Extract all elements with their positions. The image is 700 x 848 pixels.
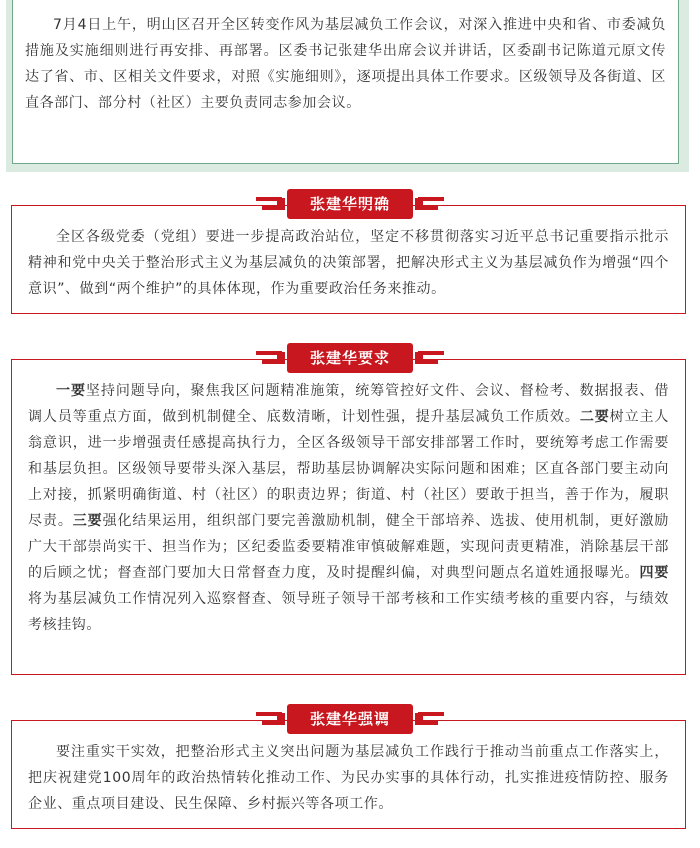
body-text: 将为基层减负工作情况列入巡察督查、领导班子领导干部考核和工作实绩考核的重要内容，与绩效考核挂钩。 [28, 591, 669, 633]
section-title-tab: 张建华明确 [287, 189, 413, 219]
section-paragraph: 全区各级党委（党组）要进一步提高政治站位，坚定不移贯彻落实习近平总书记重要指示批示精神和党中央关于整治形式主义为基层减负的决策部署，把解决形式主义为基层减负作为增强“四个意识”、做到“两个维护”的具体体现，作为重要政治任务来推动。 [28, 229, 669, 297]
section-box-2 [11, 359, 686, 675]
section-box-3 [11, 720, 686, 829]
lead-text: 一要 [56, 383, 86, 399]
section-title-tab: 张建华强调 [287, 704, 413, 734]
section-paragraph [28, 378, 669, 638]
body-text: 坚持问题导向，聚焦我区问题精准施策，统筹管控好文件、会议、督检考、数据报表、借调人员等重点方面，做到机制健全、底数清晰，计划性强，提升基层减负工作质效。 [28, 383, 669, 425]
body-text: 强化结果运用，组织部门要完善激励机制，健全干部培养、选拔、使用机制，更好激励广大干部崇尚实干、担当作为；区纪委监委要精准审慎破解难题，实现问责更精准，消除基层干部的后顾之忧；督查部门要加大日常督查力度，及时提醒纠偏，对典型问题点名道姓通报曝光。 [28, 513, 669, 581]
body-text: 树立主人翁意识，进一步增强责任感提高执行力，全区各级领导干部安排部署工作时，要统筹考虑工作需要和基层负担。区级领导要带头深入基层，帮助基层协调解决实际问题和困难；区直各部门要主动向上对接，抓紧明确街道、村（社区）的职责边界；街道、村（社区）要敢于担当，善于作为，履职尽责。 [28, 409, 669, 529]
lead-text: 四要 [639, 565, 669, 581]
intro-panel [6, 0, 689, 172]
intro-paragraph: 7月4日上午，明山区召开全区转变作风为基层减负工作会议，对深入推进中央和省、市委减负措施及实施细则进行再安排、再部署。区委书记张建华出席会议并讲话，区委副书记陈道元原文传达了省、市、区相关文件要求，对照《实施细则》，逐项提出具体工作要求。区级领导及各街道、区直各部门、部分村（社区）主要负责同志参加会议。 [25, 17, 666, 111]
lead-text: 二要 [579, 409, 610, 425]
lead-text: 三要 [72, 513, 103, 529]
section-paragraph: 要注重实干实效，把整治形式主义突出问题为基层减负工作践行于推动当前重点工作落实上，把庆祝建党100周年的政治热情转化推动工作、为民办实事的具体行动，扎实推进疫情防控、服务企业、重点项目建设、民生保障、乡村振兴等各项工作。 [28, 744, 669, 812]
intro-box [12, 0, 679, 164]
section-box-1 [11, 205, 686, 314]
section-title-tab: 张建华要求 [287, 343, 413, 373]
